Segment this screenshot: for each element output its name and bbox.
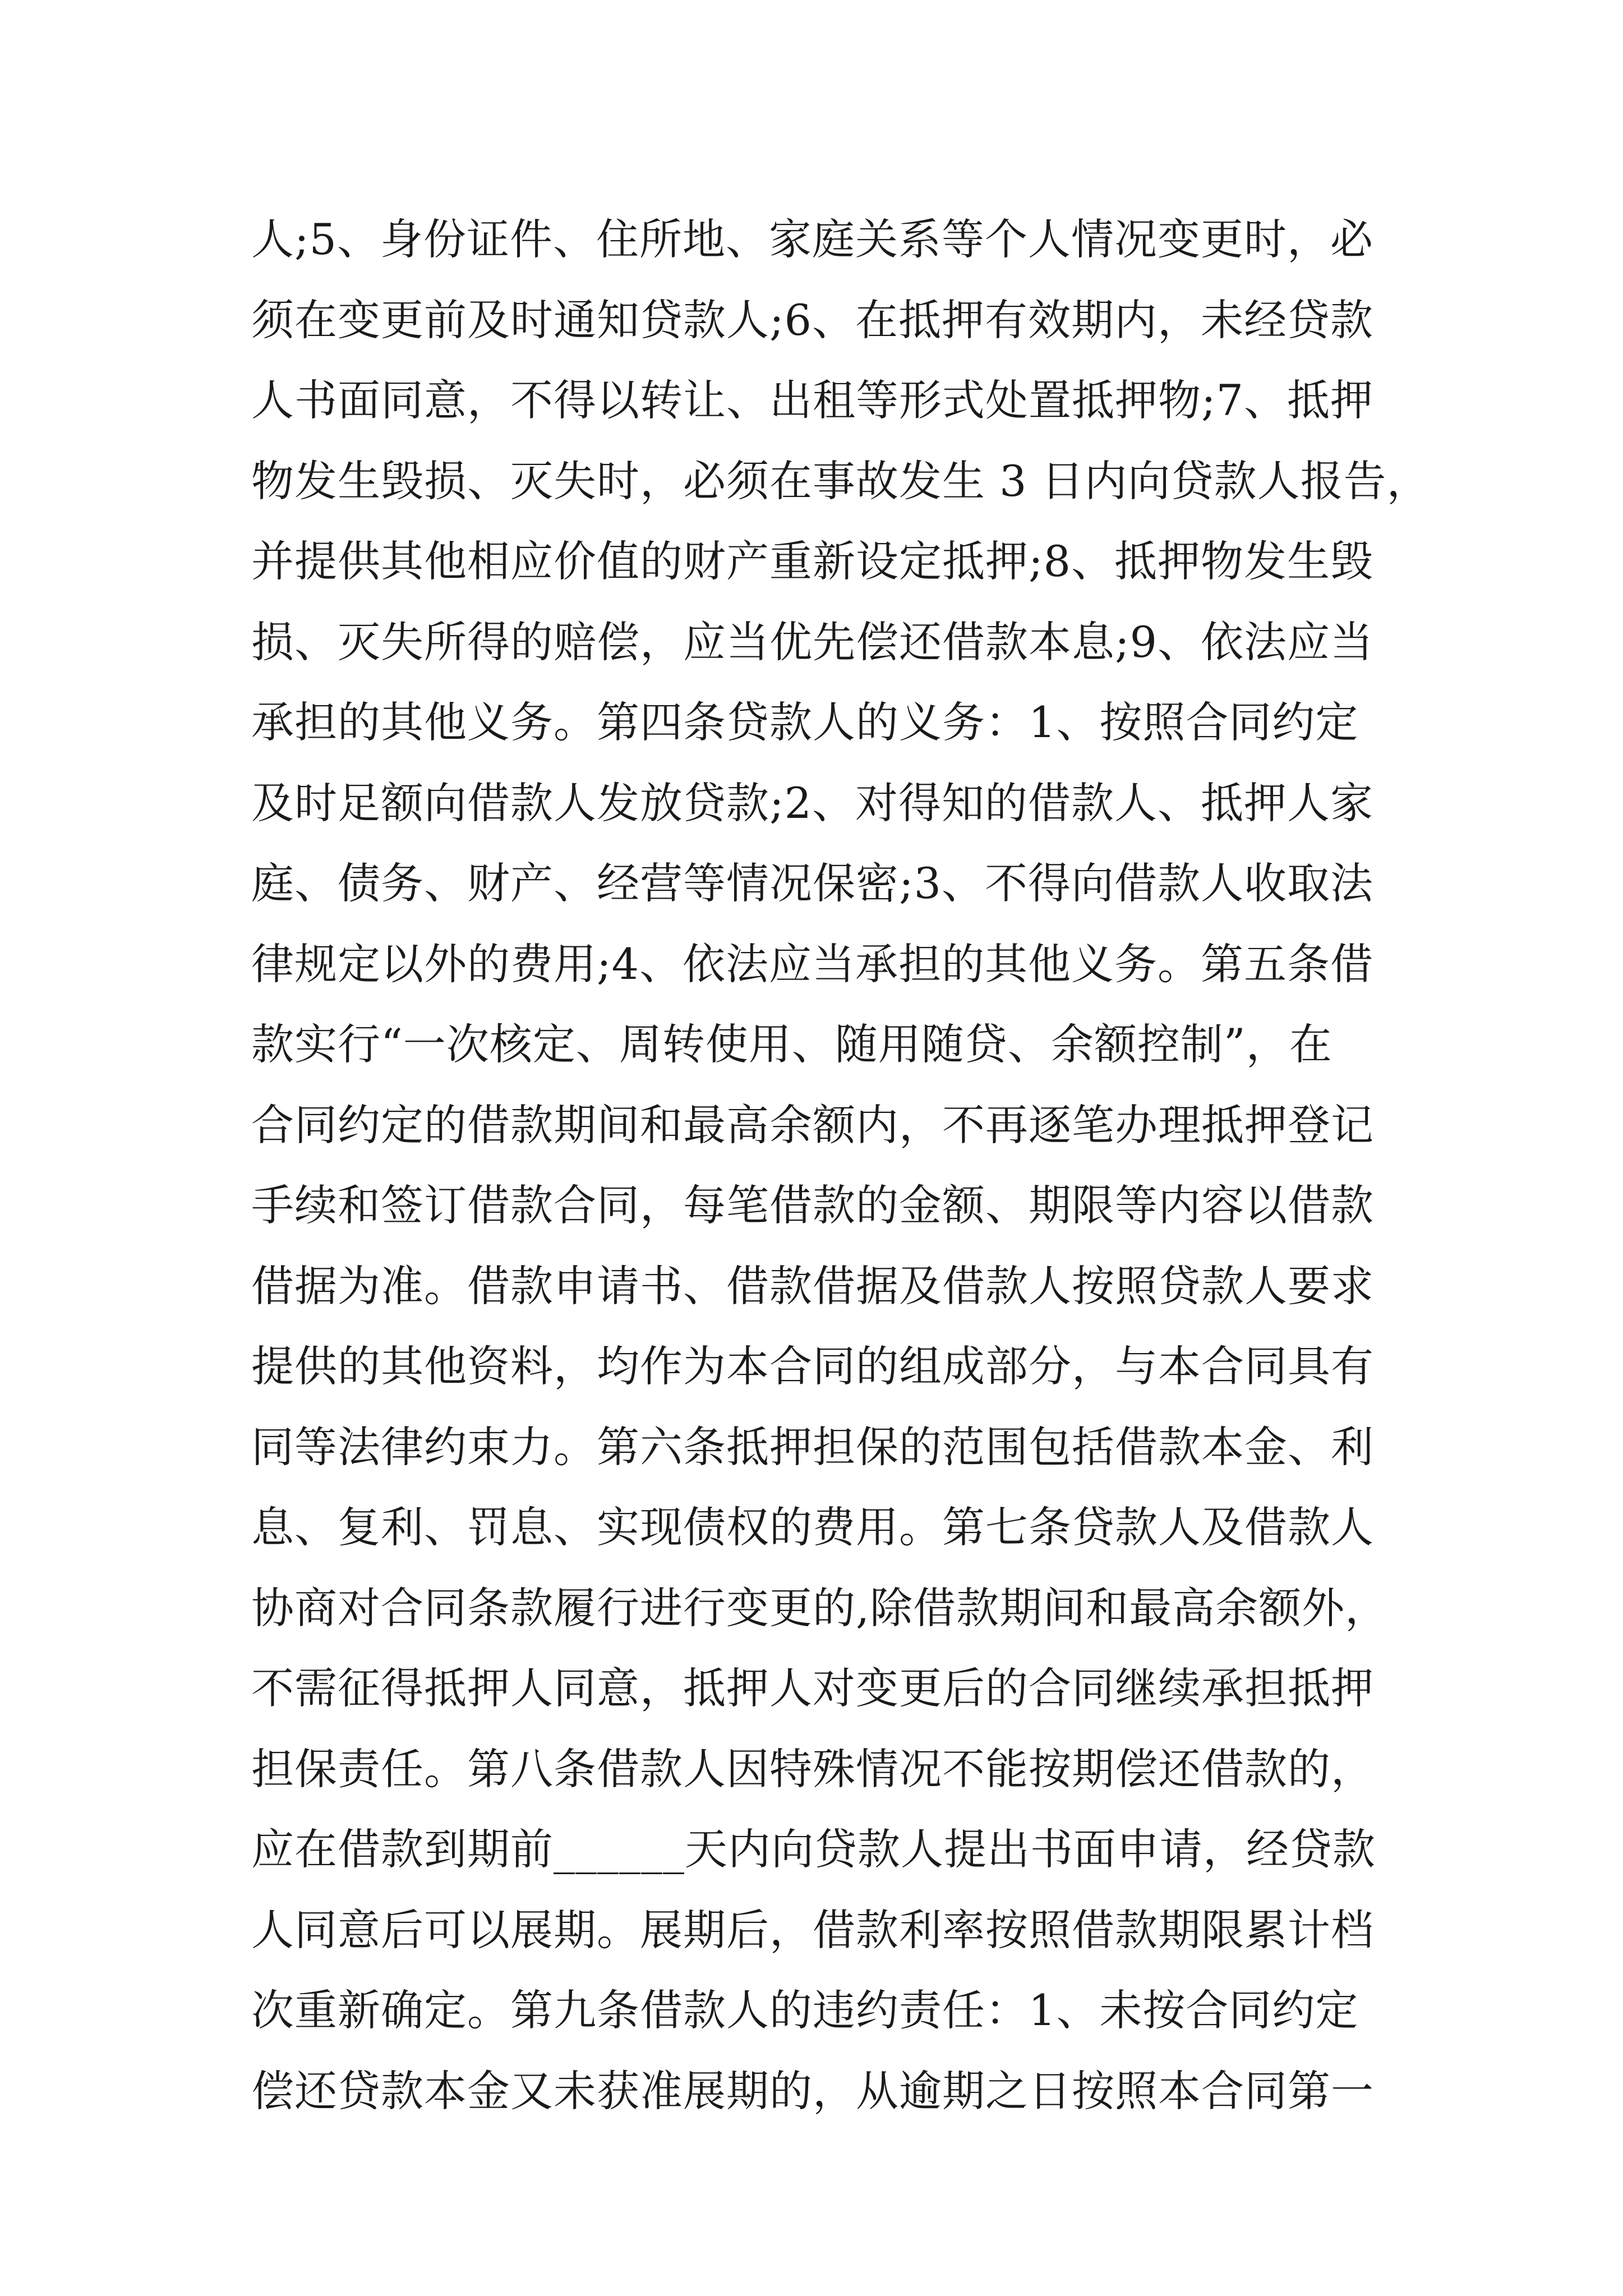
text-line: 协商对合同条款履行进行变更的,除借款期间和最高余额外， (251, 1582, 1389, 1633)
text-line: 人;5、身份证件、住所地、家庭关系等个人情况变更时，必 (251, 214, 1373, 264)
text-line: 律规定以外的费用;4、依法应当承担的其他义务。第五条借 (251, 938, 1373, 989)
text-line: 同等法律约束力。第六条抵押担保的范围包括借款本金、利 (251, 1421, 1374, 1472)
text-line: 人同意后可以展期。展期后，借款利率按照借款期限累计档 (251, 1904, 1374, 1955)
text-line: 人书面同意，不得以转让、出租等形式处置抵押物;7、抵押 (251, 375, 1373, 425)
text-line: 提供的其他资料，均作为本合同的组成部分，与本合同具有 (251, 1341, 1374, 1391)
text-line: 并提供其他相应价值的财产重新设定抵押;8、抵押物发生毁 (251, 536, 1373, 586)
text-line: 款实行“一次核定、周转使用、随用随贷、余额控制”，在 (251, 1019, 1332, 1069)
text-line: 息、复利、罚息、实现债权的费用。第七条贷款人及借款人 (251, 1502, 1374, 1552)
text-line: 借据为准。借款申请书、借款借据及借款人按照贷款人要求 (251, 1260, 1374, 1311)
text-line: 担保责任。第八条借款人因特殊情况不能按期偿还借款的， (251, 1743, 1374, 1794)
text-line: 及时足额向借款人发放贷款;2、对得知的借款人、抵押人家 (251, 777, 1373, 828)
text-line: 损、灭失所得的赔偿，应当优先偿还借款本息;9、依法应当 (251, 616, 1373, 667)
text-line: 承担的其他义务。第四条贷款人的义务：1、按照合同约定 (251, 697, 1359, 747)
text-line: 次重新确定。第九条借款人的违约责任：1、未按合同约定 (251, 1985, 1359, 2035)
text-line: 物发生毁损、灭失时，必须在事故发生 3 日内向贷款人报告， (251, 455, 1430, 506)
contract-body-text (251, 199, 1430, 2131)
text-line: 应在借款到期前______天内向贷款人提出书面申请，经贷款 (251, 1824, 1376, 1874)
text-line: 合同约定的借款期间和最高余额内，不再逐笔办理抵押登记 (251, 1099, 1374, 1150)
text-line: 偿还贷款本金又未获准展期的，从逾期之日按照本合同第一 (251, 2065, 1374, 2116)
text-line: 手续和签订借款合同，每笔借款的金额、期限等内容以借款 (251, 1180, 1374, 1230)
text-line: 须在变更前及时通知贷款人;6、在抵押有效期内，未经贷款 (251, 295, 1373, 345)
text-line: 不需征得抵押人同意，抵押人对变更后的合同继续承担抵押 (251, 1663, 1374, 1713)
text-line: 庭、债务、财产、经营等情况保密;3、不得向借款人收取法 (251, 858, 1373, 908)
